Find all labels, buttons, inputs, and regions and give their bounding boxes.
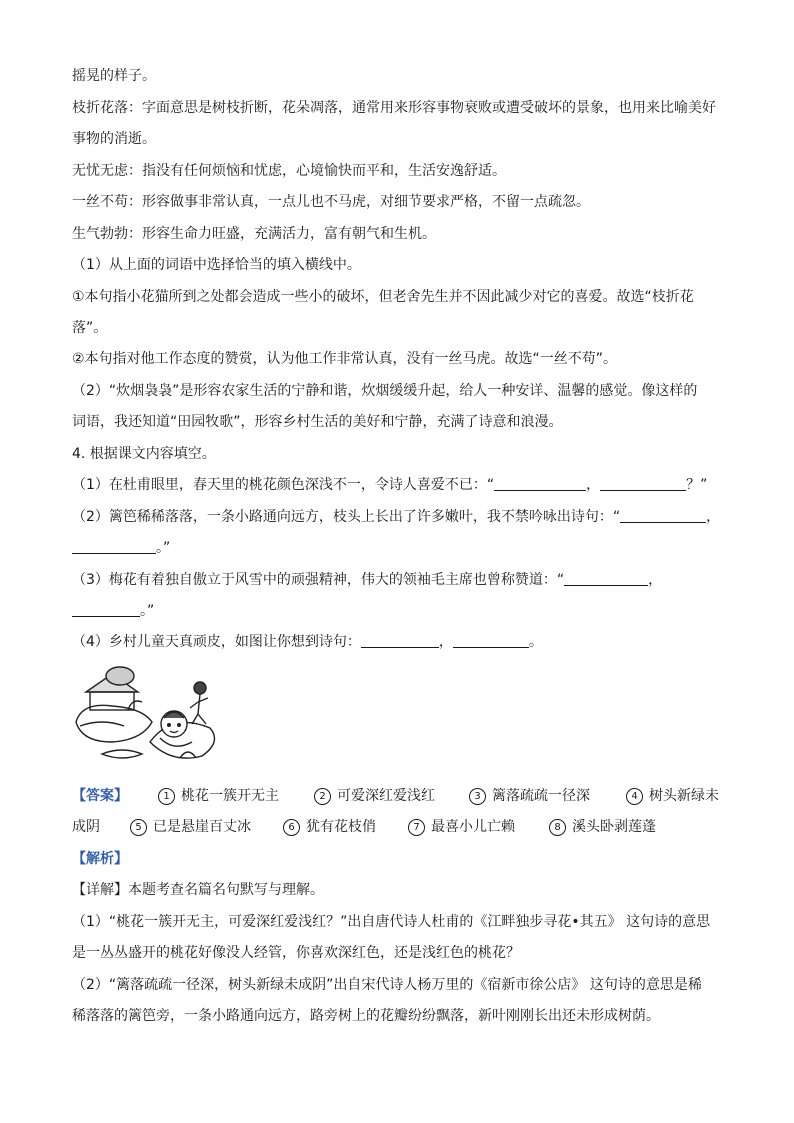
text-line: ①本句指小花猫所到之处都会造成一些小的破坏，但老舍先生并不因此减少对它的喜爱。故选“枝折花 xyxy=(72,289,694,305)
question-title: 4. 根据课文内容填空。 xyxy=(72,446,216,462)
prompt-text: （1）在杜甫眼里，春天里的桃花颜色深浅不一，令诗人喜爱不已：“ xyxy=(72,477,495,493)
text-line: 无忧无虑：指没有任何烦恼和忧虑，心境愉快而平和，生活安逸舒适。 xyxy=(72,163,506,179)
question-part-3 xyxy=(72,570,662,590)
answer-text: 可爱深红爱浅红 xyxy=(337,788,435,804)
prompt-text: （3）梅花有着独自傲立于风雪中的顽强精神，伟大的领袖毛主席也曾称赞道：“ xyxy=(72,572,565,588)
text-line: 一丝不苟：形容做事非常认真，一点儿也不马虎，对细节要求严格，不留一点疏忽。 xyxy=(72,194,590,210)
prompt-text: （2）篱笆稀稀落落，一条小路通向远方，枝头上长出了许多嫩叶，我不禁吟咏出诗句：“ xyxy=(72,509,621,525)
end-text: 。” xyxy=(156,540,171,556)
text-line: ②本句指对他工作态度的赞赏，认为他工作非常认真，没有一丝马虎。故选“一丝不苟”。 xyxy=(72,351,618,367)
end-text: 。” xyxy=(140,603,155,619)
answer-label: 【答案】 xyxy=(72,788,128,804)
answer-item xyxy=(130,817,251,837)
answer-item xyxy=(469,786,590,806)
text-line: 枝折花落：字面意思是树枝折断，花朵凋落，通常用来形容事物衰败或遭受破坏的景象，也用来比喻美好 xyxy=(72,100,716,116)
separator: ， xyxy=(706,509,721,525)
answer-text: 树头新绿未 xyxy=(649,788,719,804)
question-part-1 xyxy=(72,475,707,495)
answer-number: 6 xyxy=(283,819,300,836)
children-lotus-illustration xyxy=(72,662,232,770)
answer-text: 犹有花枝俏 xyxy=(306,819,376,835)
question-part-2-cont xyxy=(72,538,170,558)
answer-blank[interactable] xyxy=(72,602,140,617)
text-line: 摇晃的样子。 xyxy=(72,68,156,84)
separator: ， xyxy=(648,572,663,588)
text-line: 事物的消逝。 xyxy=(72,131,156,147)
end-text: 。 xyxy=(528,634,543,650)
answer-number: 5 xyxy=(130,819,147,836)
answer-blank[interactable] xyxy=(494,476,586,491)
analysis-line: （1）“桃花一簇开无主，可爱深红爱浅红？”出自唐代诗人杜甫的《江畔独步寻花•其五》 这句诗的意思 xyxy=(72,914,711,930)
analysis-line: 是一丛丛盛开的桃花好像没人经管，你喜欢深红色，还是浅红色的桃花？ xyxy=(72,945,520,961)
end-text: ？” xyxy=(686,477,708,493)
answer-number: 7 xyxy=(408,819,425,836)
text-line: （1）从上面的词语中选择恰当的填入横线中。 xyxy=(72,257,361,273)
answer-blank[interactable] xyxy=(361,633,439,648)
answer-blank[interactable] xyxy=(72,539,156,554)
answer-blank[interactable] xyxy=(620,508,706,523)
answer-number: 2 xyxy=(314,788,331,805)
answer-continuation: 成阴 xyxy=(72,819,100,835)
question-part-4 xyxy=(72,632,543,652)
separator: ， xyxy=(586,477,601,493)
answer-number: 4 xyxy=(626,788,643,805)
analysis-line: （2）“篱落疏疏一径深，树头新绿未成阴”出自宋代诗人杨万里的《宿新市徐公店》 这句诗的意思是稀 xyxy=(72,977,702,993)
answer-number: 1 xyxy=(158,788,175,805)
answer-item xyxy=(549,817,656,837)
analysis-label: 【解析】 xyxy=(72,851,128,867)
separator: ， xyxy=(438,634,453,650)
answer-text: 最喜小儿亡赖 xyxy=(431,819,515,835)
answer-blank[interactable] xyxy=(600,476,686,491)
text-line: 生气勃勃：形容生命力旺盛，充满活力，富有朝气和生机。 xyxy=(72,226,436,242)
answer-text: 篱落疏疏一径深 xyxy=(492,788,590,804)
answer-item xyxy=(283,817,376,837)
question-part-2 xyxy=(72,507,720,527)
question-part-3-cont xyxy=(72,601,154,621)
answer-number: 8 xyxy=(549,819,566,836)
answer-blank[interactable] xyxy=(564,571,648,586)
text-line: 词语，我还知道“田园牧歌”，形容乡村生活的美好和宁静，充满了诗意和浪漫。 xyxy=(72,414,563,430)
answer-number: 3 xyxy=(469,788,486,805)
analysis-line: 稀落落的篱笆旁，一条小路通向远方，路旁树上的花瓣纷纷飘落，新叶刚刚长出还未形成树荫。 xyxy=(72,1008,660,1024)
answer-item xyxy=(158,786,279,806)
answer-item xyxy=(626,786,719,806)
prompt-text: （4）乡村儿童天真顽皮，如图让你想到诗句： xyxy=(72,634,361,650)
answer-text: 已是悬崖百丈冰 xyxy=(153,819,251,835)
answer-blank[interactable] xyxy=(453,633,529,648)
answer-text: 溪头卧剥莲蓬 xyxy=(572,819,656,835)
analysis-detail: 【详解】本题考查名篇名句默写与理解。 xyxy=(72,882,324,898)
answer-item xyxy=(314,786,435,806)
text-line: 落”。 xyxy=(72,320,108,336)
answer-item xyxy=(408,817,515,837)
answer-text: 桃花一簇开无主 xyxy=(181,788,279,804)
text-line: （2）“炊烟袅袅”是形容农家生活的宁静和谐，炊烟缓缓升起，给人一种安详、温馨的感觉。像这样的 xyxy=(72,383,698,399)
